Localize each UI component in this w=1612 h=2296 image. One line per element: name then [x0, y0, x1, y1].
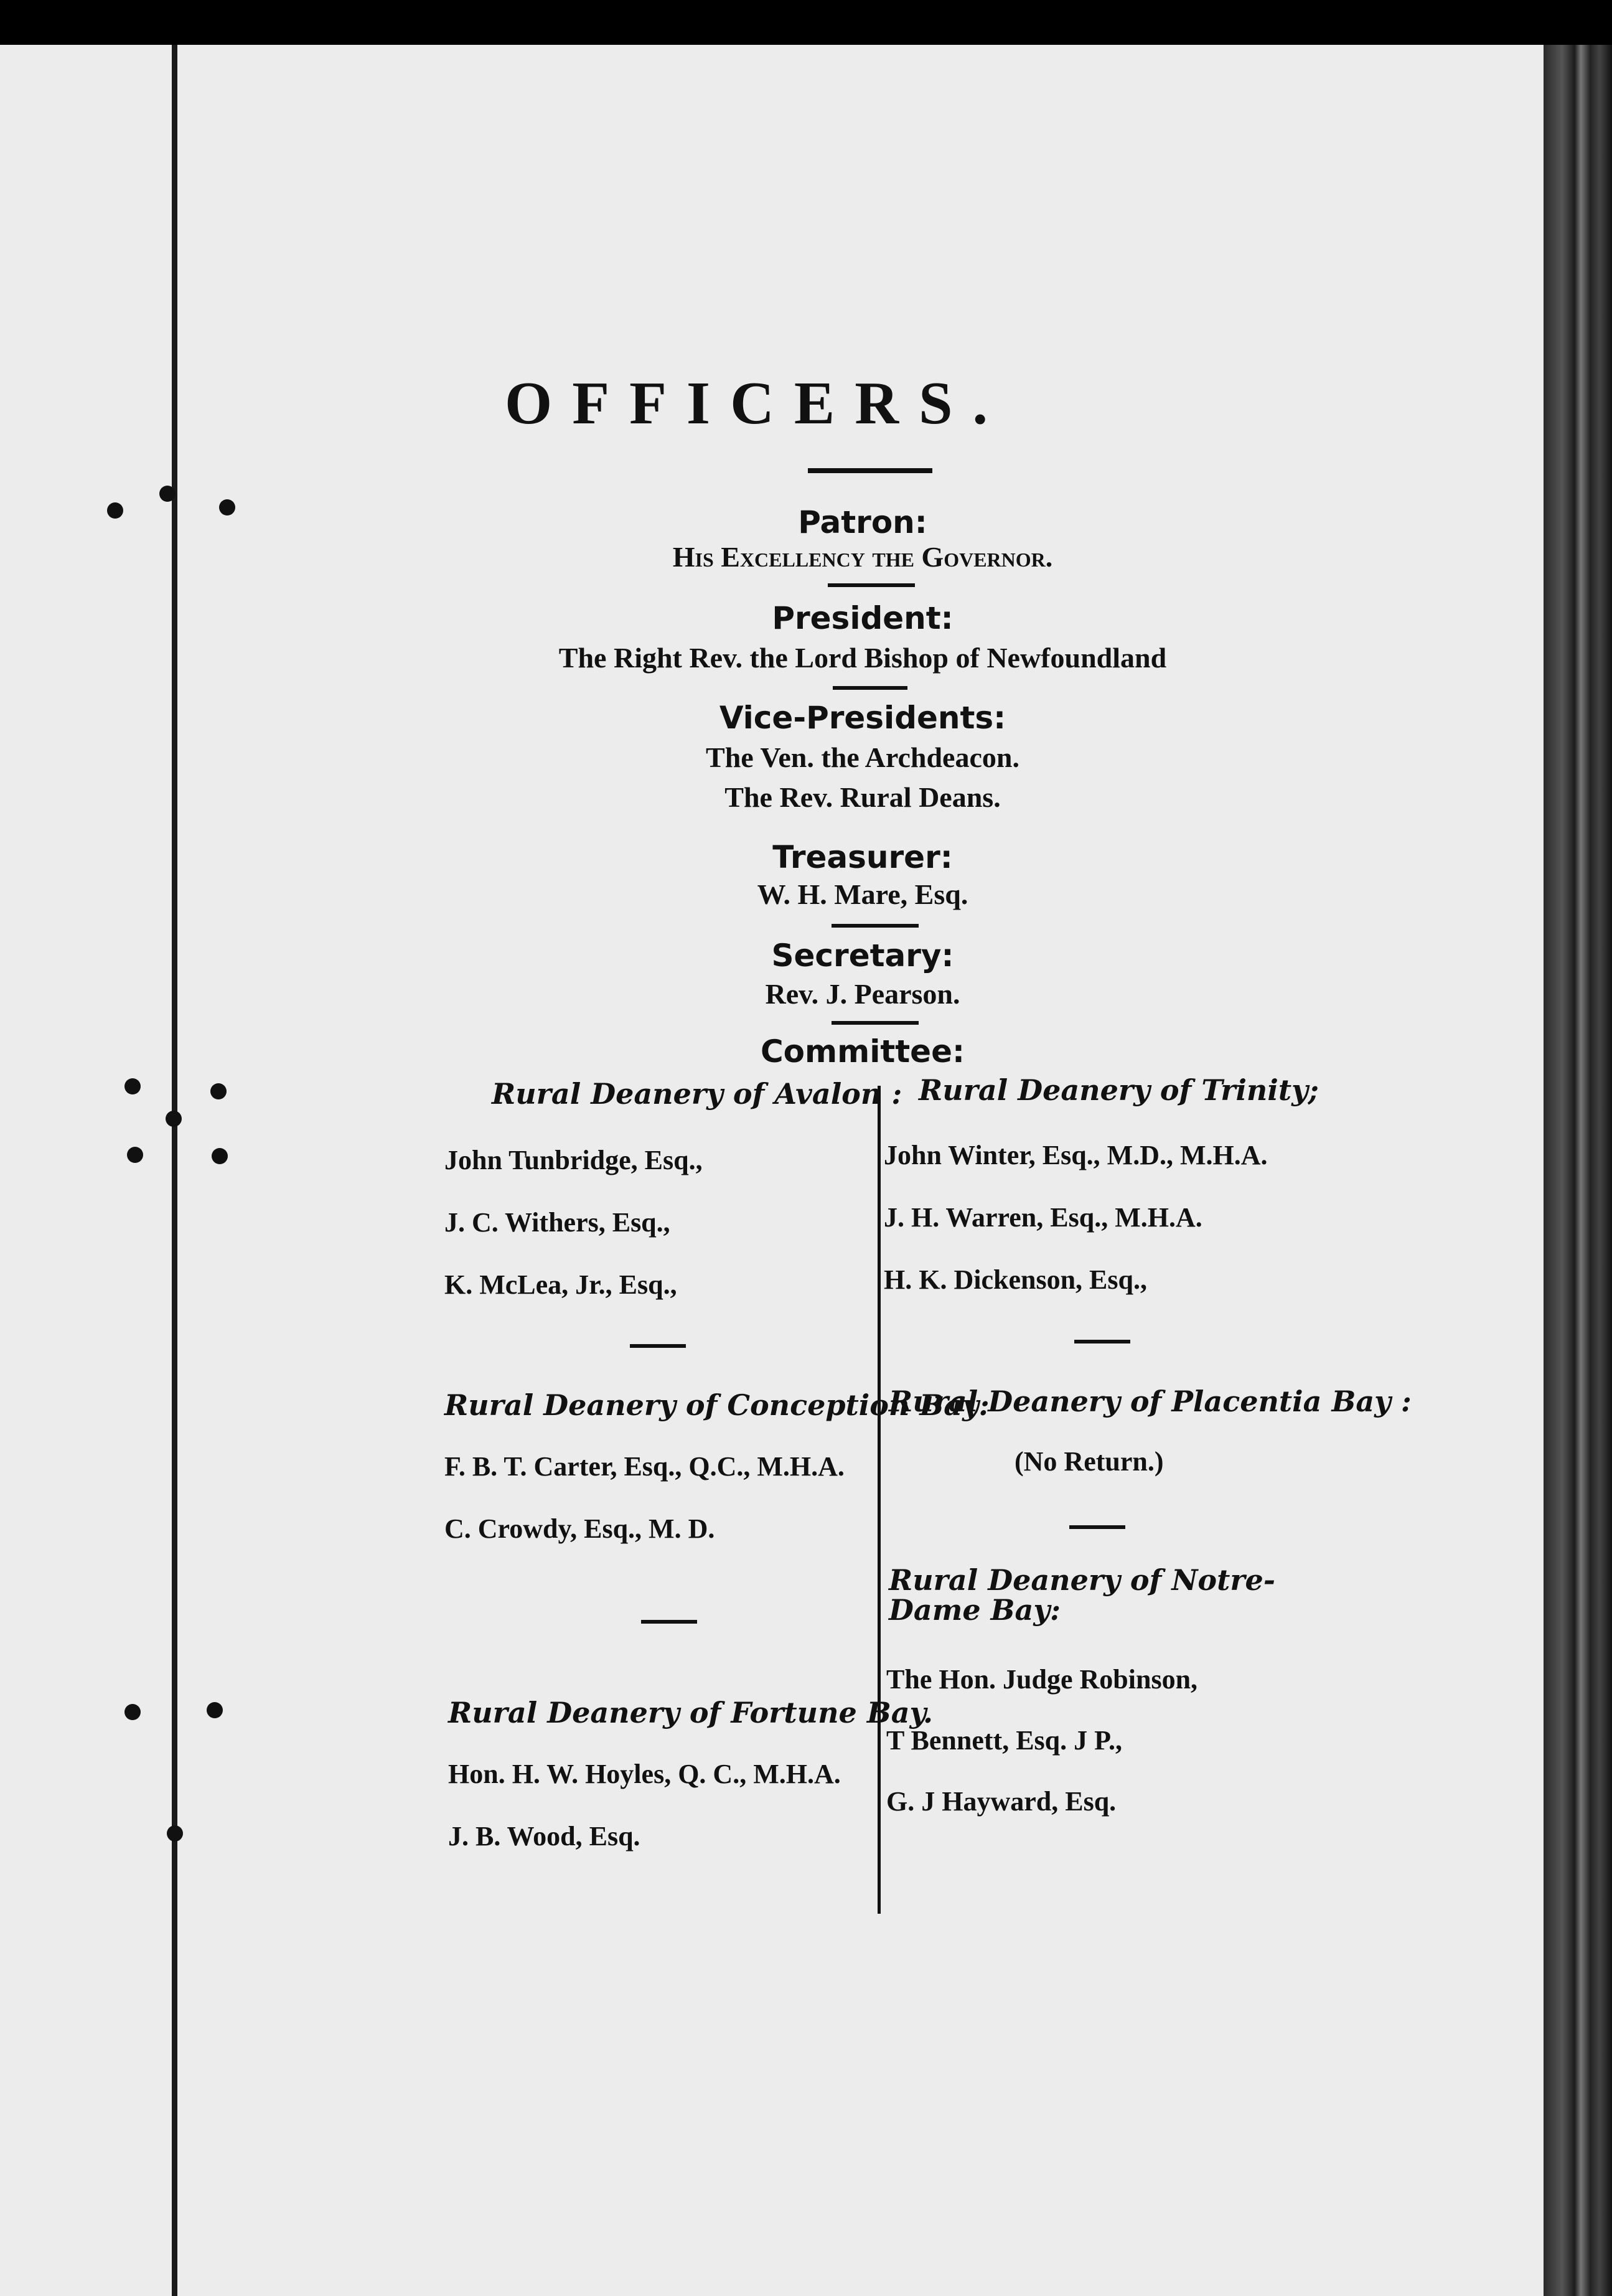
stitch-hole	[127, 1147, 143, 1163]
committee-member: C. Crowdy, Esq., M. D.	[444, 1513, 715, 1544]
committee-member: G. J Hayward, Esq.	[886, 1786, 1117, 1817]
committee-member: The Hon. Judge Robinson,	[886, 1664, 1198, 1695]
divider-rule	[833, 686, 907, 690]
vice-presidents-heading: Vice-Presidents:	[719, 700, 1006, 736]
divider-rule	[630, 1344, 686, 1348]
committee-member: F. B. T. Carter, Esq., Q.C., M.H.A.	[444, 1451, 845, 1482]
divider-rule	[1069, 1525, 1125, 1529]
committee-member: H. K. Dickenson, Esq.,	[884, 1264, 1147, 1295]
committee-member: K. McLea, Jr., Esq.,	[444, 1269, 677, 1300]
president-heading: President:	[772, 600, 954, 636]
committee-heading: Committee:	[760, 1033, 965, 1070]
divider-rule	[832, 1021, 919, 1025]
deanery-heading: Rural Deanery of Conception Bay:	[444, 1388, 990, 1422]
stitch-hole	[124, 1704, 141, 1720]
stitch-hole	[207, 1702, 223, 1718]
divider-rule	[832, 924, 919, 928]
stitch-hole	[212, 1148, 228, 1164]
vice-president-name: The Ven. the Archdeacon.	[706, 741, 1019, 773]
committee-member: (No Return.)	[1015, 1446, 1164, 1477]
secretary-name: Rev. J. Pearson.	[765, 978, 960, 1010]
committee-member: J. C. Withers, Esq.,	[444, 1207, 670, 1238]
secretary-heading: Secretary:	[771, 938, 954, 974]
committee-member: John Tunbridge, Esq.,	[444, 1145, 703, 1175]
divider-rule	[828, 583, 915, 587]
patron-heading: Patron:	[798, 504, 927, 540]
column-divider	[878, 1086, 881, 1914]
treasurer-heading: Treasurer:	[772, 839, 953, 875]
deanery-heading: Rural Deanery of Placentia Bay :	[889, 1385, 1412, 1418]
deanery-heading: Rural Deanery of Notre-Dame Bay:	[889, 1563, 1275, 1627]
scan-border-top	[0, 0, 1612, 45]
committee-member: Hon. H. W. Hoyles, Q. C., M.H.A.	[448, 1759, 841, 1789]
deanery-heading: Rural Deanery of Avalon :	[492, 1077, 902, 1111]
committee-member: T Bennett, Esq. J P.,	[886, 1725, 1122, 1756]
committee-member: John Winter, Esq., M.D., M.H.A.	[884, 1140, 1268, 1170]
committee-member: J. H. Warren, Esq., M.H.A.	[884, 1202, 1202, 1233]
stitch-hole	[210, 1083, 227, 1099]
page-title: OFFICERS.	[504, 370, 1008, 437]
document-page	[0, 45, 1612, 2296]
treasurer-name: W. H. Mare, Esq.	[757, 878, 968, 910]
president-name: The Right Rev. the Lord Bishop of Newfoundland	[558, 642, 1167, 674]
divider-rule	[641, 1620, 697, 1624]
stitch-hole	[124, 1078, 141, 1094]
stitch-hole	[166, 1111, 182, 1127]
page-edge	[1544, 45, 1612, 2296]
stitch-hole	[167, 1825, 183, 1842]
vice-president-name: The Rev. Rural Deans.	[724, 781, 1001, 813]
divider-rule	[808, 468, 932, 473]
divider-rule	[1074, 1340, 1130, 1343]
stitch-hole	[159, 486, 176, 502]
committee-member: J. B. Wood, Esq.	[448, 1821, 640, 1851]
deanery-heading: Rural Deanery of Trinity;	[919, 1073, 1319, 1107]
patron-name: His Excellency the Governor.	[672, 541, 1053, 573]
deanery-heading: Rural Deanery of Fortune Bay.	[448, 1696, 933, 1729]
